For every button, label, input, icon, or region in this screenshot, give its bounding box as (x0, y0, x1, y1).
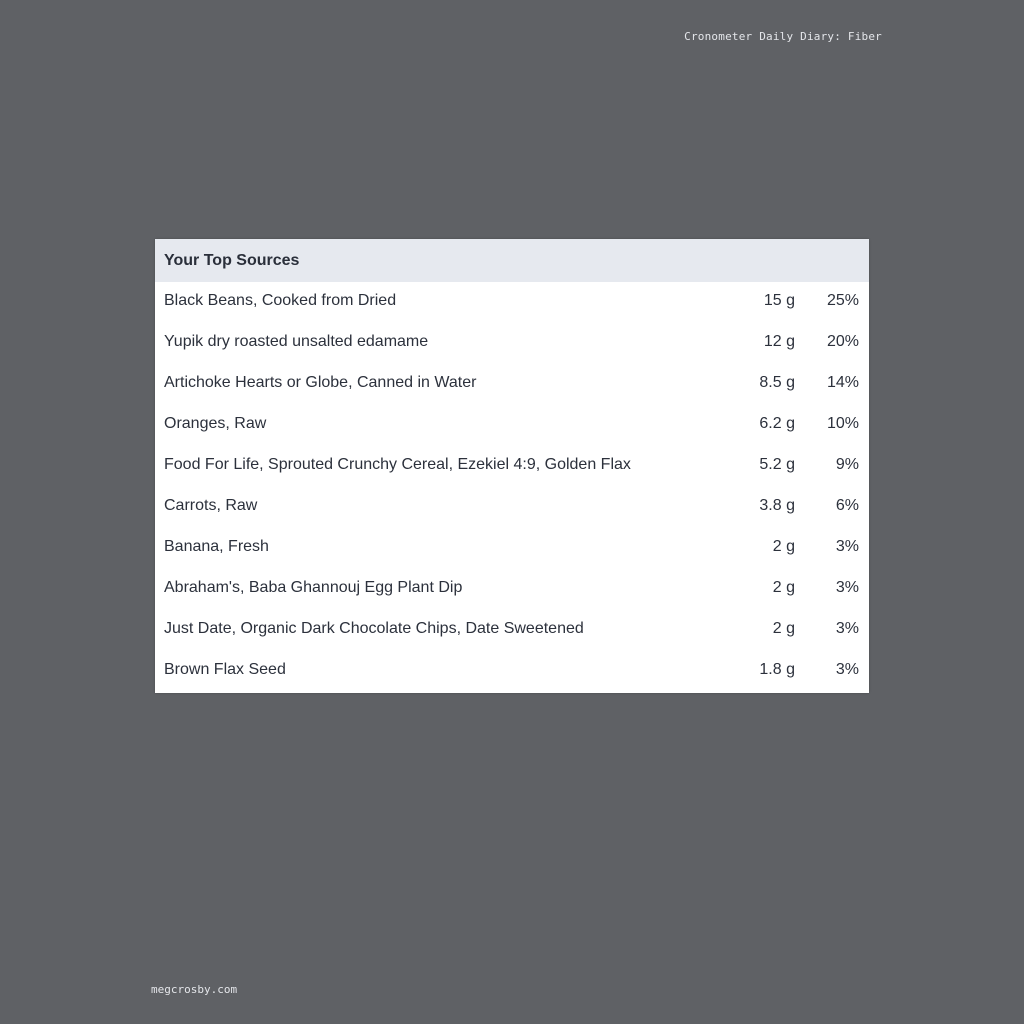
food-amount: 1.8 g (759, 661, 795, 678)
list-item[interactable] (155, 446, 869, 487)
food-name: Black Beans, Cooked from Dried (164, 292, 397, 309)
list-item[interactable] (155, 569, 869, 610)
food-percent: 9% (835, 456, 859, 473)
list-item[interactable] (155, 323, 869, 364)
food-name: Brown Flax Seed (164, 661, 286, 678)
food-name: Carrots, Raw (164, 497, 258, 514)
food-percent: 20% (826, 333, 859, 350)
food-name: Just Date, Organic Dark Chocolate Chips, Date Sweetened (164, 620, 584, 637)
food-name: Artichoke Hearts or Globe, Canned in Water (164, 374, 477, 391)
panel-header (155, 239, 869, 282)
food-amount: 2 g (772, 538, 795, 555)
food-amount: 12 g (763, 333, 795, 350)
panel-title: Your Top Sources (164, 251, 300, 269)
food-amount: 2 g (772, 620, 795, 637)
food-name: Yupik dry roasted unsalted edamame (164, 333, 429, 350)
food-name: Oranges, Raw (164, 415, 267, 432)
food-name: Banana, Fresh (164, 538, 269, 555)
food-percent: 14% (826, 374, 859, 391)
food-amount: 3.8 g (759, 497, 795, 514)
food-percent: 10% (826, 415, 859, 432)
food-percent: 3% (835, 661, 859, 678)
list-item[interactable] (155, 651, 869, 692)
food-percent: 3% (835, 579, 859, 596)
list-item[interactable] (155, 364, 869, 405)
top-sources-list (155, 282, 869, 692)
list-item[interactable] (155, 405, 869, 446)
site-credit: megcrosby.com (151, 983, 238, 996)
list-item[interactable] (155, 487, 869, 528)
food-percent: 6% (835, 497, 859, 514)
list-item[interactable] (155, 282, 869, 323)
food-amount: 8.5 g (759, 374, 795, 391)
food-amount: 15 g (763, 292, 795, 309)
top-sources-panel (155, 239, 869, 693)
food-amount: 6.2 g (759, 415, 795, 432)
food-percent: 25% (826, 292, 859, 309)
list-item[interactable] (155, 528, 869, 569)
food-amount: 5.2 g (759, 456, 795, 473)
list-item[interactable] (155, 610, 869, 651)
food-percent: 3% (835, 538, 859, 555)
food-percent: 3% (835, 620, 859, 637)
food-name: Abraham's, Baba Ghannouj Egg Plant Dip (164, 579, 463, 596)
food-amount: 2 g (772, 579, 795, 596)
food-name: Food For Life, Sprouted Crunchy Cereal, Ezekiel 4:9, Golden Flax (164, 456, 631, 473)
page-caption: Cronometer Daily Diary: Fiber (684, 30, 882, 43)
